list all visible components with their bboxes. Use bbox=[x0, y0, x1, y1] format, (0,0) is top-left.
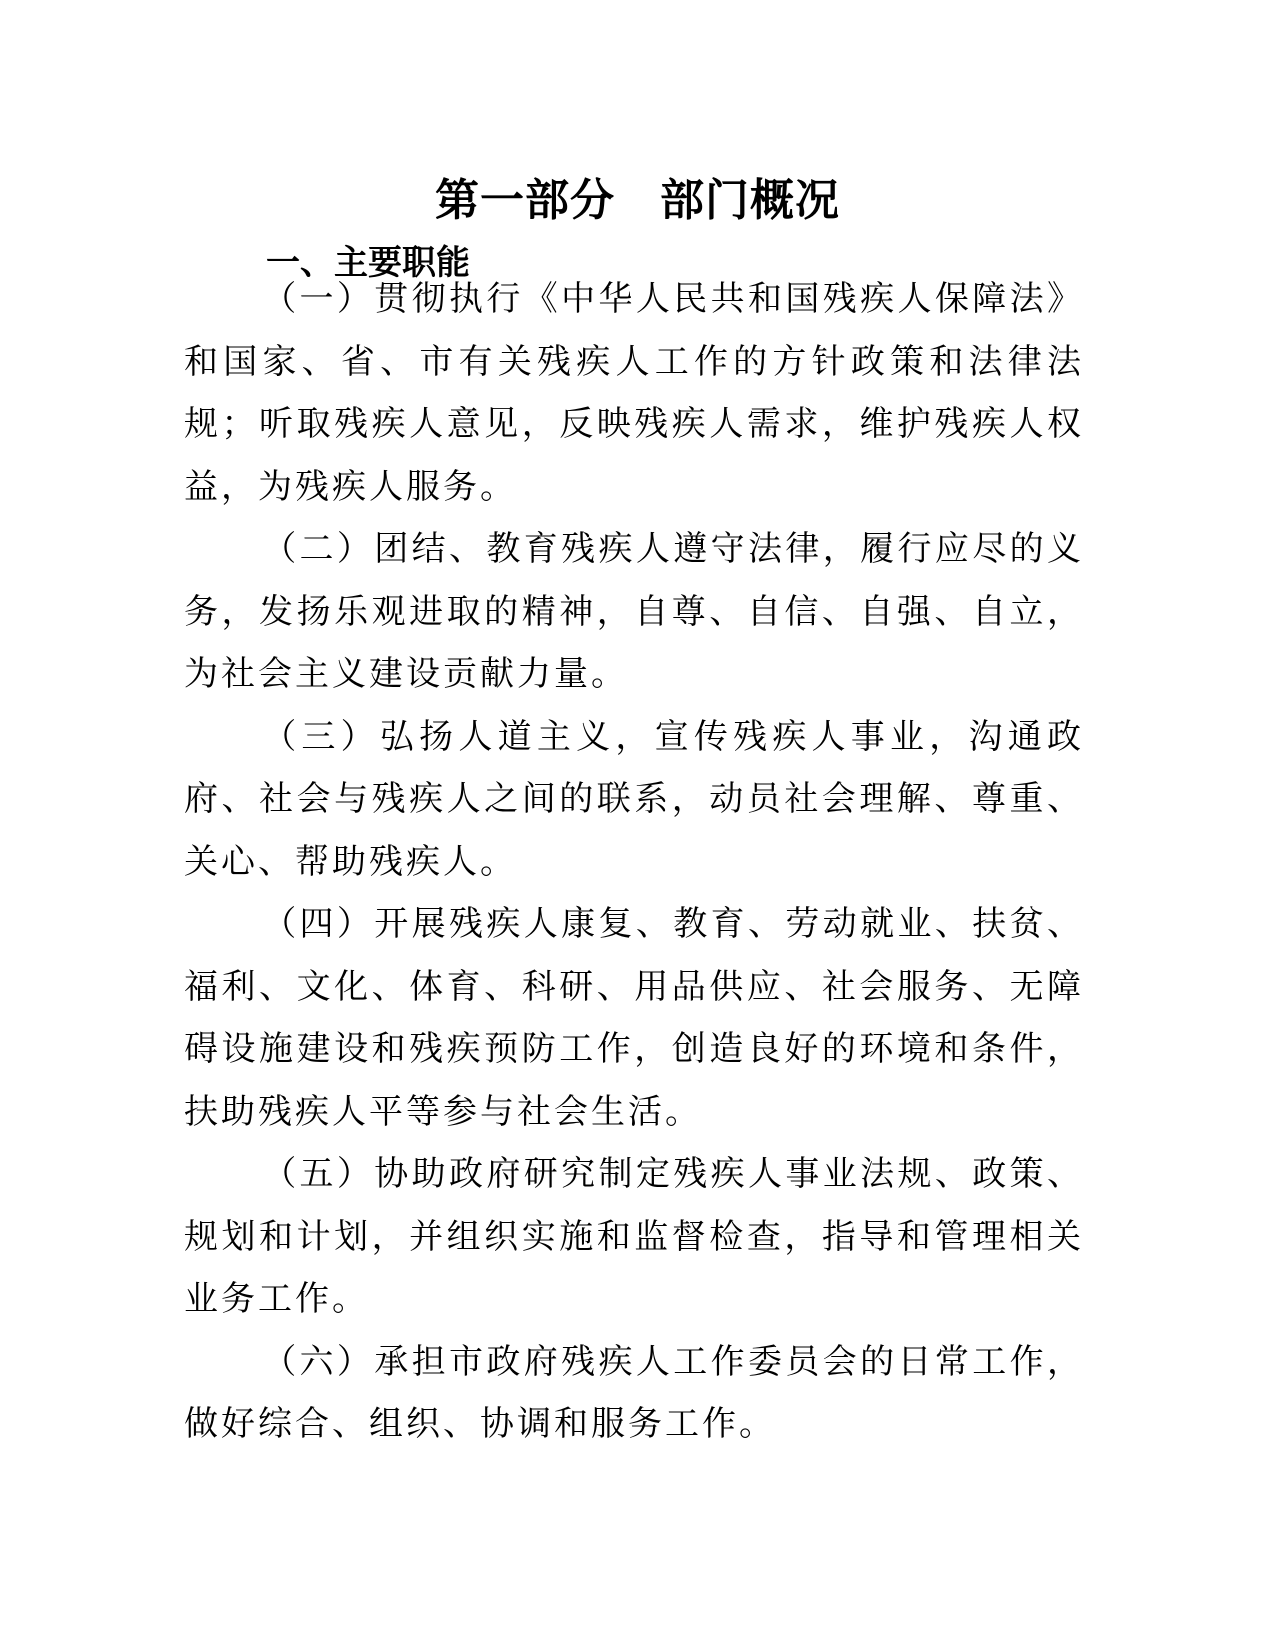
document-body bbox=[184, 268, 1084, 1456]
paragraph-3: （三）弘扬人道主义，宣传残疾人事业，沟通政府、社会与残疾人之间的联系，动员社会理解、尊重、关心、帮助残疾人。 bbox=[184, 716, 1084, 882]
paragraph-6: （六）承担市政府残疾人工作委员会的日常工作，做好综合、组织、协调和服务工作。 bbox=[184, 1341, 1084, 1444]
paragraph-2: （二）团结、教育残疾人遵守法律，履行应尽的义务，发扬乐观进取的精神，自尊、自信、自强、自立，为社会主义建设贡献力量。 bbox=[184, 529, 1084, 694]
paragraph-5: （五）协助政府研究制定残疾人事业法规、政策、规划和计划，并组织实施和监督检查，指导和管理相关业务工作。 bbox=[184, 1154, 1084, 1319]
paragraph-4: （四）开展残疾人康复、教育、劳动就业、扶贫、福利、文化、体育、科研、用品供应、社会服务、无障碍设施建设和残疾预防工作，创造良好的环境和条件，扶助残疾人平等参与社会生活。 bbox=[184, 904, 1084, 1132]
section-heading: 一、主要职能 bbox=[266, 243, 470, 284]
paragraph-1: （一）贯彻执行《中华人民共和国残疾人保障法》和国家、省、市有关残疾人工作的方针政策和法律法规；听取残疾人意见，反映残疾人需求，维护残疾人权益，为残疾人服务。 bbox=[184, 279, 1084, 507]
page-title: 第一部分 部门概况 bbox=[435, 175, 840, 227]
